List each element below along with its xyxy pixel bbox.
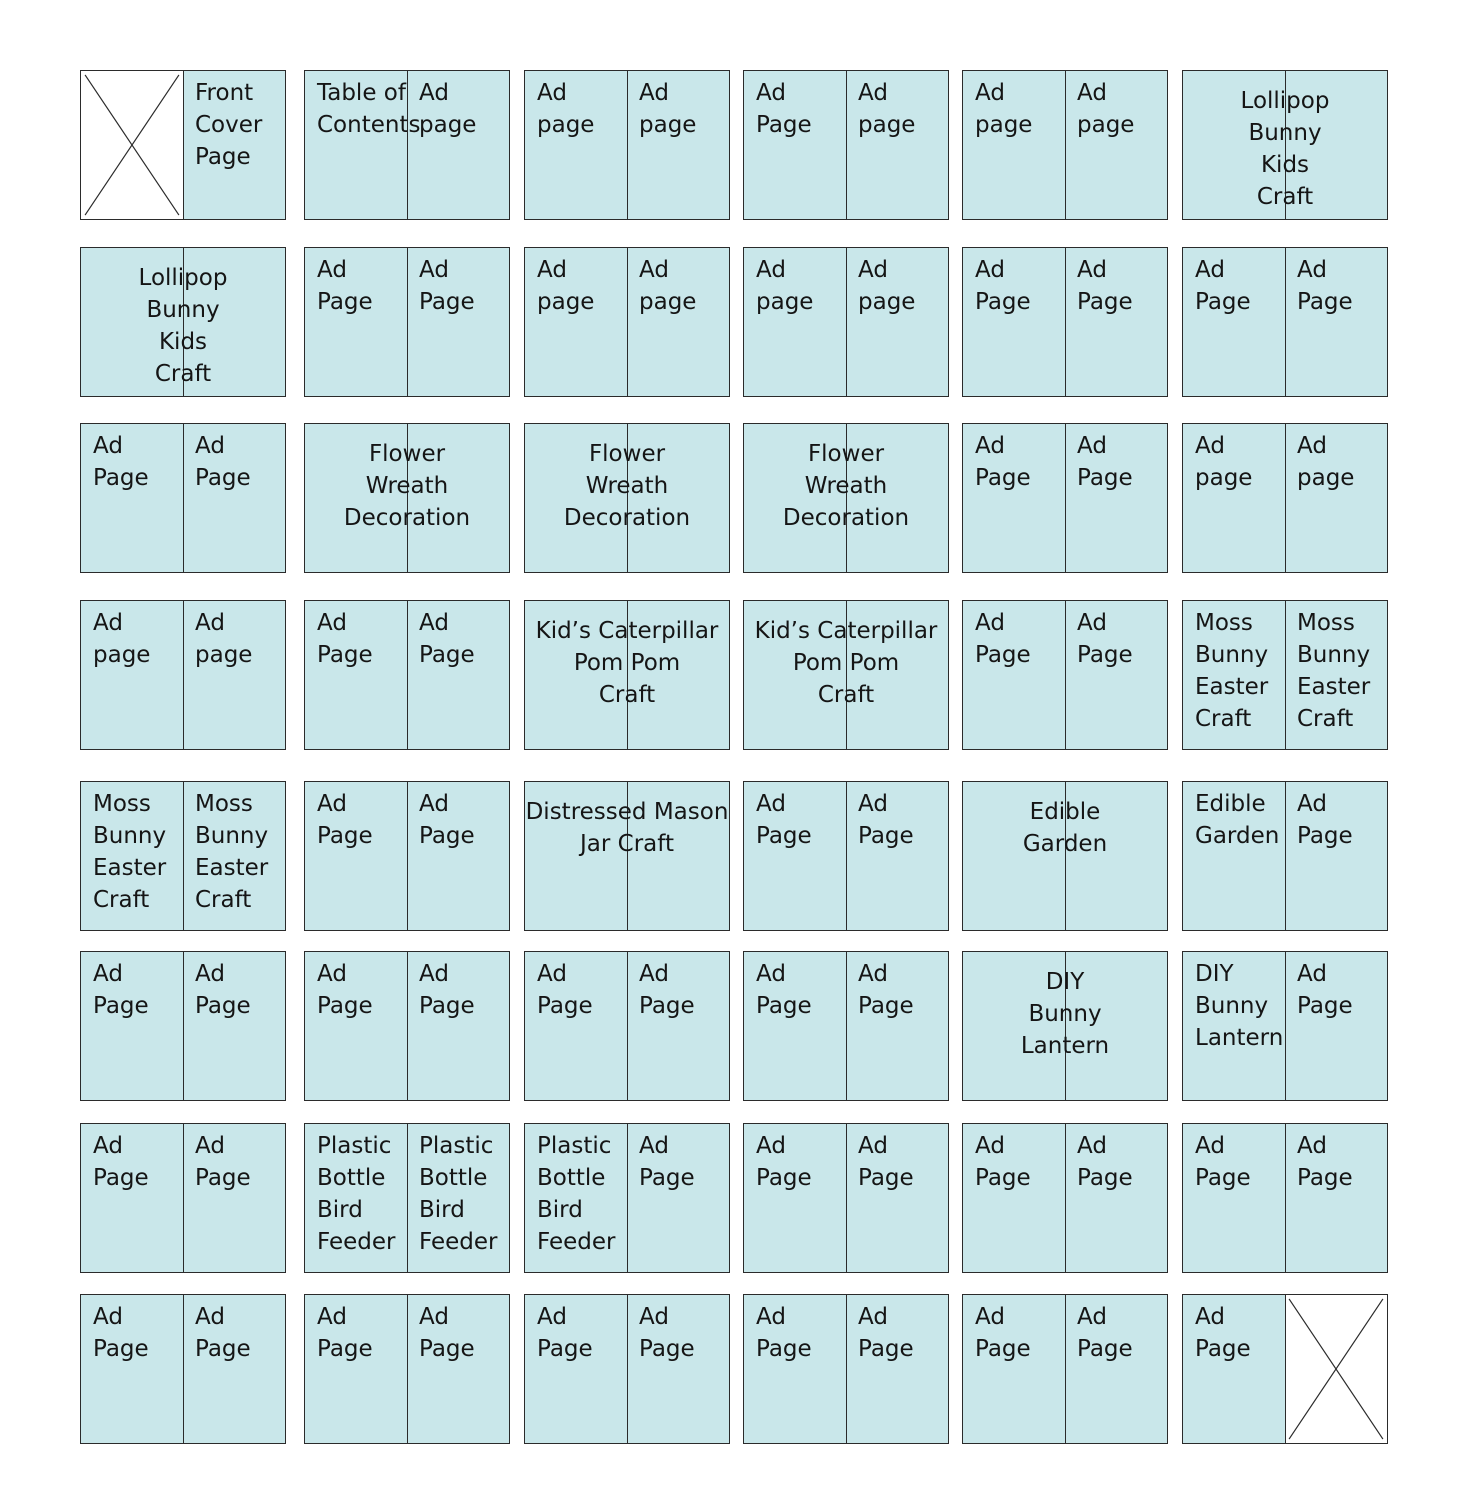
left-page-label: Ad Page xyxy=(975,610,1031,668)
spine-divider xyxy=(1065,601,1066,749)
right-page-label: Plastic Bottle Bird Feeder xyxy=(419,1133,498,1255)
spread-r4-c5 xyxy=(962,600,1168,750)
spine-divider xyxy=(1285,248,1286,396)
spine-divider xyxy=(183,1295,184,1443)
left-page-label: Ad page xyxy=(1195,433,1253,491)
spread-r5-c1 xyxy=(80,781,286,931)
right-page-label: Ad Page xyxy=(1077,610,1133,668)
spine-divider xyxy=(407,248,408,396)
left-page-label: Ad page xyxy=(537,80,595,138)
spread-r8-c4 xyxy=(743,1294,949,1444)
spread-r8-c1 xyxy=(80,1294,286,1444)
left-page-label: Ad page xyxy=(975,80,1033,138)
left-page-label: DIY Bunny Lantern xyxy=(1195,961,1284,1051)
spread-feature-title: Flower Wreath Decoration xyxy=(563,441,691,531)
spread-r6-c1 xyxy=(80,951,286,1101)
spread-r8-c3 xyxy=(524,1294,730,1444)
right-page-label: Ad Page xyxy=(1077,433,1133,491)
spine-divider xyxy=(627,952,628,1100)
right-page-label: Ad Page xyxy=(1297,257,1353,315)
spine-divider xyxy=(183,1124,184,1272)
right-page-label: Ad Page xyxy=(195,433,251,491)
spine-divider xyxy=(846,782,847,930)
spread-feature-title: Kid’s Caterpillar Pom Pom Craft xyxy=(535,618,719,708)
spread-r3-c4 xyxy=(743,423,949,573)
spread-r4-c6 xyxy=(1182,600,1388,750)
spread-r3-c3 xyxy=(524,423,730,573)
right-page-label: Ad Page xyxy=(195,1304,251,1362)
spine-divider xyxy=(627,1295,628,1443)
spread-r4-c4 xyxy=(743,600,949,750)
right-page-label: Ad Page xyxy=(1077,1304,1133,1362)
spread-r3-c1 xyxy=(80,423,286,573)
spine-divider xyxy=(1285,601,1286,749)
right-page-label: Ad Page xyxy=(1077,1133,1133,1191)
left-page-label: Ad Page xyxy=(317,1304,373,1362)
spine-divider xyxy=(1285,1295,1286,1443)
spine-divider xyxy=(407,1124,408,1272)
spread-r5-c5 xyxy=(962,781,1168,931)
left-page-label: Ad page xyxy=(537,257,595,315)
spread-r1-c4 xyxy=(743,70,949,220)
right-page-label: Ad Page xyxy=(1297,791,1353,849)
spread-r5-c2 xyxy=(304,781,510,931)
left-page-label: Ad Page xyxy=(317,610,373,668)
spine-divider xyxy=(183,782,184,930)
spread-r6-c5 xyxy=(962,951,1168,1101)
spread-r1-c6 xyxy=(1182,70,1388,220)
left-page-label: Ad Page xyxy=(975,433,1031,491)
spread-r6-c2 xyxy=(304,951,510,1101)
spread-r2-c3 xyxy=(524,247,730,397)
blank-page-cross-icon xyxy=(1285,1295,1387,1443)
left-page-label: Ad Page xyxy=(93,1304,149,1362)
spine-divider xyxy=(1065,1124,1066,1272)
spine-divider xyxy=(407,952,408,1100)
spread-r2-c2 xyxy=(304,247,510,397)
right-page-label: Ad Page xyxy=(1077,257,1133,315)
spine-divider xyxy=(627,71,628,219)
right-page-label: Ad page xyxy=(639,80,697,138)
spine-divider xyxy=(846,1124,847,1272)
left-page-label: Plastic Bottle Bird Feeder xyxy=(537,1133,616,1255)
spread-feature-title: DIY Bunny Lantern xyxy=(1020,969,1110,1059)
spine-divider xyxy=(1065,1295,1066,1443)
right-page-label: Ad Page xyxy=(639,1133,695,1191)
right-page-label: Front Cover Page xyxy=(195,80,263,170)
spread-r8-c6 xyxy=(1182,1294,1388,1444)
spine-divider xyxy=(846,248,847,396)
spine-divider xyxy=(1285,424,1286,572)
blank-page xyxy=(1285,1295,1387,1443)
left-page-label: Ad Page xyxy=(1195,257,1251,315)
right-page-label: Ad Page xyxy=(858,1304,914,1362)
left-page-label: Plastic Bottle Bird Feeder xyxy=(317,1133,396,1255)
right-page-label: Ad Page xyxy=(1297,1133,1353,1191)
spine-divider xyxy=(1285,1124,1286,1272)
spread-r7-c3 xyxy=(524,1123,730,1273)
spread-r4-c2 xyxy=(304,600,510,750)
right-page-label: Ad page xyxy=(858,257,916,315)
spine-divider xyxy=(183,601,184,749)
right-page-label: Ad Page xyxy=(419,1304,475,1362)
left-page-label: Ad Page xyxy=(756,80,812,138)
left-page-label: Ad Page xyxy=(1195,1304,1251,1362)
spread-feature-title: Kid’s Caterpillar Pom Pom Craft xyxy=(754,618,938,708)
right-page-label: Ad page xyxy=(858,80,916,138)
spine-divider xyxy=(183,952,184,1100)
right-page-label: Ad Page xyxy=(419,791,475,849)
spread-feature-title: Flower Wreath Decoration xyxy=(782,441,910,531)
right-page-label: Ad Page xyxy=(419,257,475,315)
right-page-label: Ad Page xyxy=(858,961,914,1019)
right-page-label: Ad page xyxy=(1077,80,1135,138)
right-page-label: Ad page xyxy=(1297,433,1355,491)
spread-r8-c2 xyxy=(304,1294,510,1444)
spine-divider xyxy=(1065,424,1066,572)
left-page-label: Ad Page xyxy=(1195,1133,1251,1191)
spread-r4-c3 xyxy=(524,600,730,750)
spread-r2-c4 xyxy=(743,247,949,397)
left-page-label: Ad Page xyxy=(93,433,149,491)
right-page-label: Ad page xyxy=(195,610,253,668)
spine-divider xyxy=(183,71,184,219)
right-page-label: Moss Bunny Easter Craft xyxy=(195,791,269,913)
left-page-label: Ad Page xyxy=(93,1133,149,1191)
right-page-label: Moss Bunny Easter Craft xyxy=(1297,610,1371,732)
blank-page xyxy=(81,71,183,219)
left-page-label: Ad Page xyxy=(317,961,373,1019)
spine-divider xyxy=(1065,248,1066,396)
left-page-label: Ad page xyxy=(93,610,151,668)
blank-page-cross-icon xyxy=(81,71,183,219)
left-page-label: Ad Page xyxy=(317,791,373,849)
right-page-label: Ad Page xyxy=(195,961,251,1019)
spread-r7-c1 xyxy=(80,1123,286,1273)
spine-divider xyxy=(627,248,628,396)
left-page-label: Ad Page xyxy=(756,1133,812,1191)
spread-r7-c2 xyxy=(304,1123,510,1273)
left-page-label: Edible Garden xyxy=(1195,791,1280,849)
left-page-label: Ad Page xyxy=(537,961,593,1019)
left-page-label: Ad page xyxy=(756,257,814,315)
right-page-label: Ad page xyxy=(639,257,697,315)
right-page-label: Ad Page xyxy=(639,961,695,1019)
spread-r3-c2 xyxy=(304,423,510,573)
spread-r4-c1 xyxy=(80,600,286,750)
spine-divider xyxy=(183,424,184,572)
spread-r7-c4 xyxy=(743,1123,949,1273)
left-page-label: Moss Bunny Easter Craft xyxy=(1195,610,1269,732)
spread-r5-c4 xyxy=(743,781,949,931)
left-page-label: Ad Page xyxy=(975,257,1031,315)
right-page-label: Ad Page xyxy=(858,1133,914,1191)
spine-divider xyxy=(846,952,847,1100)
spine-divider xyxy=(846,71,847,219)
spread-r2-c5 xyxy=(962,247,1168,397)
left-page-label: Ad Page xyxy=(93,961,149,1019)
spread-feature-title: Flower Wreath Decoration xyxy=(343,441,471,531)
spread-r8-c5 xyxy=(962,1294,1168,1444)
left-page-label: Ad Page xyxy=(975,1133,1031,1191)
spread-r7-c5 xyxy=(962,1123,1168,1273)
spine-divider xyxy=(407,71,408,219)
left-page-label: Ad Page xyxy=(317,257,373,315)
left-page-label: Moss Bunny Easter Craft xyxy=(93,791,167,913)
spine-divider xyxy=(846,1295,847,1443)
right-page-label: Ad Page xyxy=(419,610,475,668)
spread-r3-c5 xyxy=(962,423,1168,573)
right-page-label: Ad Page xyxy=(1297,961,1353,1019)
right-page-label: Ad page xyxy=(419,80,477,138)
spread-feature-title: Lollipop Bunny Kids Craft xyxy=(1240,88,1330,210)
spread-r3-c6 xyxy=(1182,423,1388,573)
spine-divider xyxy=(627,1124,628,1272)
spread-r1-c3 xyxy=(524,70,730,220)
spine-divider xyxy=(407,1295,408,1443)
spread-r6-c4 xyxy=(743,951,949,1101)
spine-divider xyxy=(1285,782,1286,930)
spread-r5-c6 xyxy=(1182,781,1388,931)
spread-r5-c3 xyxy=(524,781,730,931)
spine-divider xyxy=(407,782,408,930)
spine-divider xyxy=(407,601,408,749)
spread-r2-c6 xyxy=(1182,247,1388,397)
right-page-label: Ad Page xyxy=(195,1133,251,1191)
spread-r1-c1 xyxy=(80,70,286,220)
spread-r6-c3 xyxy=(524,951,730,1101)
spread-r1-c2 xyxy=(304,70,510,220)
right-page-label: Ad Page xyxy=(639,1304,695,1362)
left-page-label: Ad Page xyxy=(756,1304,812,1362)
spread-feature-title: Distressed Mason Jar Craft xyxy=(525,799,729,857)
right-page-label: Ad Page xyxy=(858,791,914,849)
spread-r2-c1 xyxy=(80,247,286,397)
spread-feature-title: Lollipop Bunny Kids Craft xyxy=(138,265,228,387)
right-page-label: Ad Page xyxy=(419,961,475,1019)
spine-divider xyxy=(1285,952,1286,1100)
spread-r6-c6 xyxy=(1182,951,1388,1101)
spread-r7-c6 xyxy=(1182,1123,1388,1273)
spine-divider xyxy=(1065,71,1066,219)
left-page-label: Ad Page xyxy=(756,791,812,849)
left-page-label: Ad Page xyxy=(537,1304,593,1362)
left-page-label: Table of Contents xyxy=(317,80,421,138)
spread-r1-c5 xyxy=(962,70,1168,220)
spread-feature-title: Edible Garden xyxy=(1022,799,1108,857)
left-page-label: Ad Page xyxy=(756,961,812,1019)
left-page-label: Ad Page xyxy=(975,1304,1031,1362)
